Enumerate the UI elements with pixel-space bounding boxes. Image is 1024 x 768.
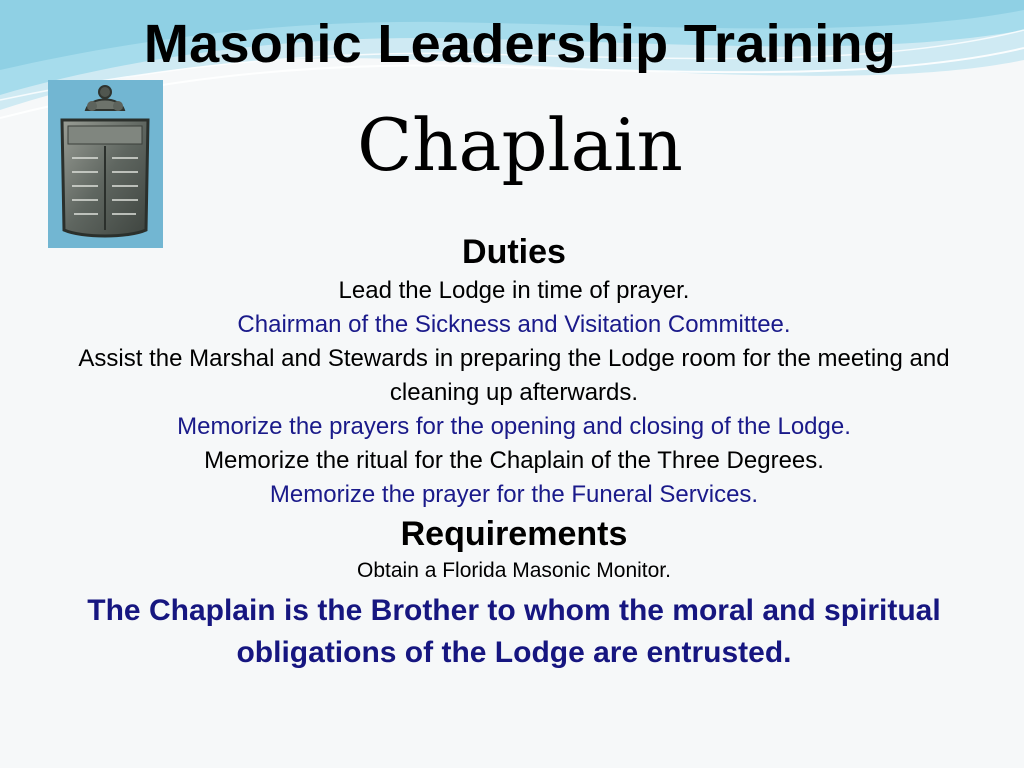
closing-statement: The Chaplain is the Brother to whom the moral and spiritual obligations of the Lodge are entrusted. [87,594,941,669]
requirement-item: Obtain a Florida Masonic Monitor. [357,559,671,582]
slide-body [60,230,968,674]
duty-item: Memorize the prayer for the Funeral Services. [269,481,759,508]
duty-item: Memorize the prayers for the opening and closing of the Lodge. [177,413,851,440]
duty-item: Assist the Marshal and Stewards in preparing the Lodge room for the meeting and cleaning up afterwards. [78,345,950,406]
slide-subtitle: Chaplain [357,103,683,187]
duty-item: Memorize the ritual for the Chaplain of the Three Degrees. [204,447,824,474]
requirements-heading: Requirements [400,515,628,553]
duties-heading: Duties [462,233,566,271]
duty-item: Chairman of the Sickness and Visitation Committee. [237,311,791,338]
slide-title: Masonic Leadership Training [143,14,897,74]
duty-item: Lead the Lodge in time of prayer. [338,277,690,304]
